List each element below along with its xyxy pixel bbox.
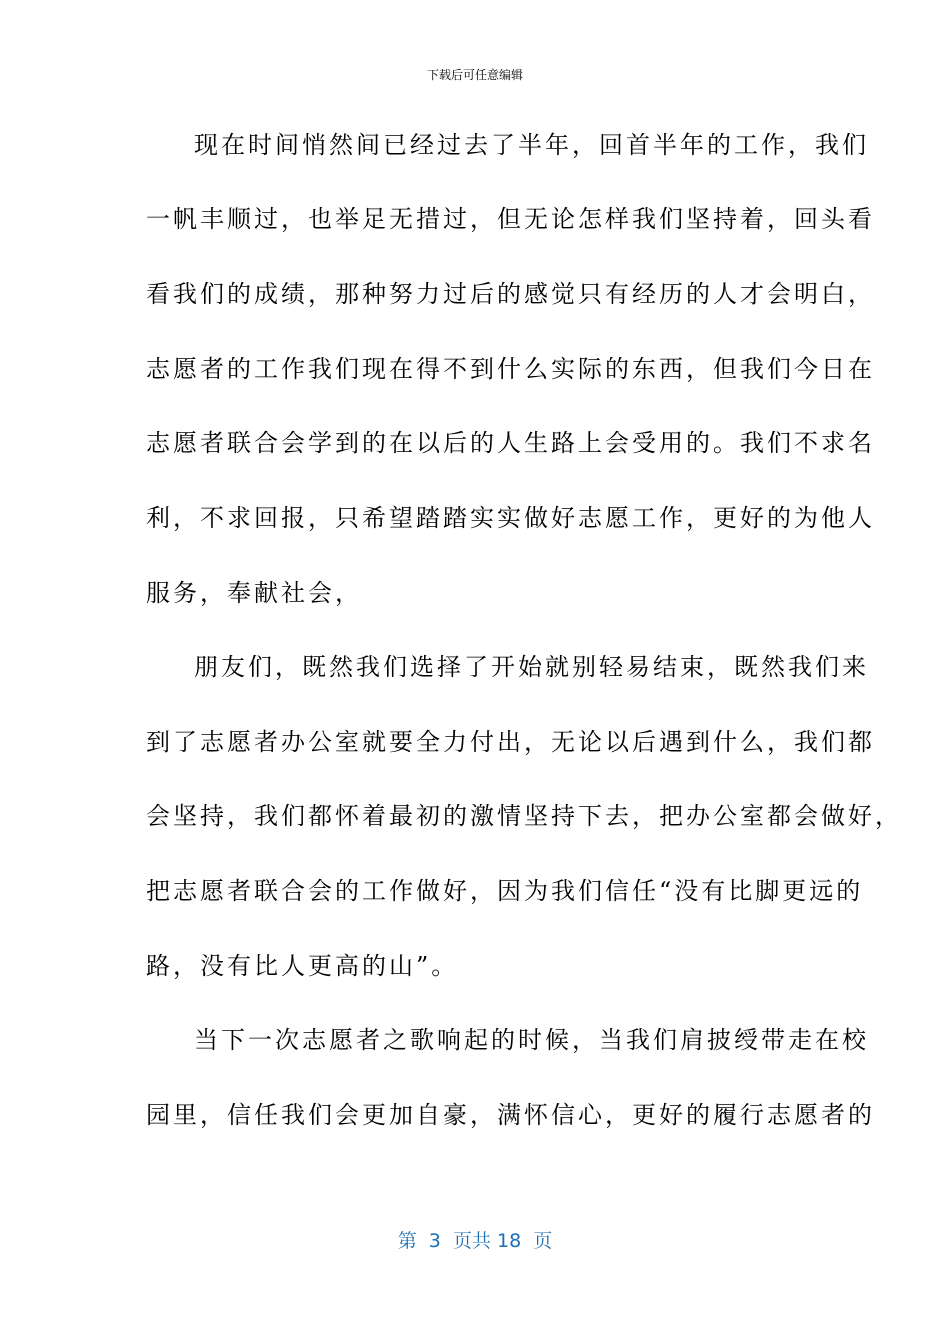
page-number-footer: 第 3 页共 18 页 xyxy=(397,1230,553,1252)
paragraph-3-line-2: 园里，信任我们会更加自豪，满怀信心，更好的履行志愿者的 xyxy=(146,1101,875,1129)
paragraph-2-line-2: 到了志愿者办公室就要全力付出，无论以后遇到什么，我们都 xyxy=(146,728,875,756)
paragraph-3-line-1: 当下一次志愿者之歌响起的时候，当我们肩披绶带走在校 xyxy=(194,1026,869,1054)
paragraph-2-line-1: 朋友们，既然我们选择了开始就别轻易结束，既然我们来 xyxy=(194,653,869,681)
paragraph-1-line-7: 服务，奉献社会， xyxy=(146,579,362,607)
paragraph-1-line-6: 利，不求回报，只希望踏踏实实做好志愿工作，更好的为他人 xyxy=(146,504,875,532)
paragraph-2-line-5: 路，没有比人更高的山”。 xyxy=(146,952,459,980)
paragraph-1-line-4: 志愿者的工作我们现在得不到什么实际的东西，但我们今日在 xyxy=(146,355,875,383)
paragraph-1-line-5: 志愿者联合会学到的在以后的人生路上会受用的。我们不求名 xyxy=(146,429,875,457)
paragraph-1-line-2: 一帆丰顺过，也举足无措过，但无论怎样我们坚持着，回头看 xyxy=(146,205,875,233)
paragraph-2-line-3: 会坚持，我们都怀着最初的激情坚持下去，把办公室都会做好， xyxy=(146,802,902,830)
paragraph-1-line-3: 看我们的成绩，那种努力过后的感觉只有经历的人才会明白， xyxy=(146,280,875,308)
page-header-note: 下载后可任意编辑 xyxy=(426,68,523,82)
paragraph-2-line-4: 把志愿者联合会的工作做好，因为我们信任“没有比脚更远的 xyxy=(146,877,864,905)
paragraph-1-line-1: 现在时间悄然间已经过去了半年，回首半年的工作，我们 xyxy=(194,131,869,159)
